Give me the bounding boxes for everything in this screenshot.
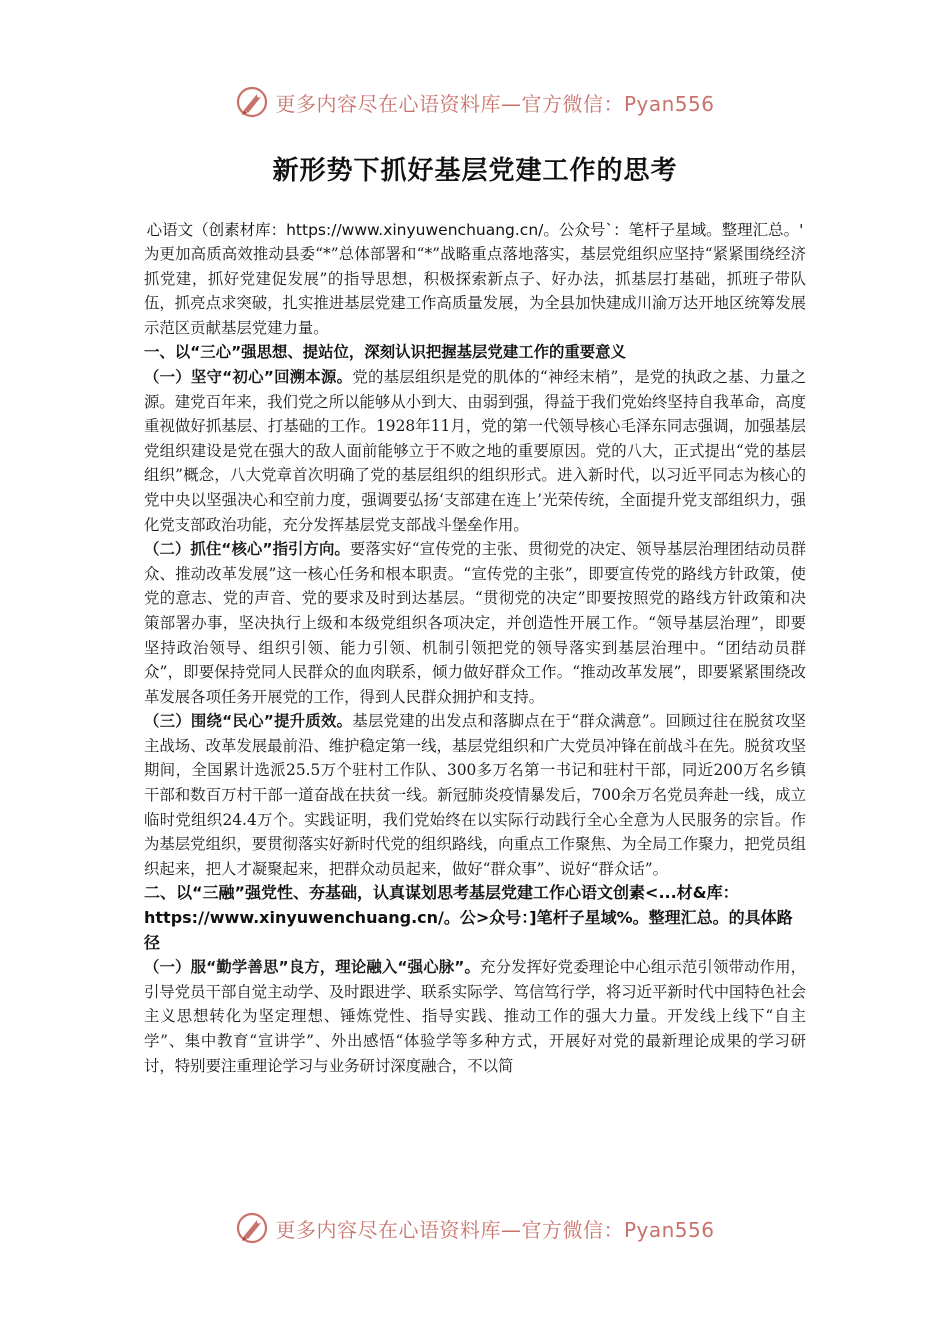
paragraph-text: 基层党建的出发点和落脚点在于“群众满意”。回顾过往在脱贫攻坚主战场、改革发展最前沿、维护稳定第一线，基层党组织和广大党员冲锋在前战斗在先。脱贫攻坚期间，全国累计选派25.5万个驻村工作队、300多万名第一书记和驻村干部，同近200万名乡镇干部和数百万村干部一道奋战在扶贫一线。新冠肺炎疫情暴发后，700余万名党员奔赴一线，成立临时党组织24.4万个。实践证明，我们党始终在以实际行动践行全心全意为人民服务的宗旨。作为基层党组织，要贯彻落实好新时代党的组织路线，向重点工作聚焦、为全局工作聚力，把党员组织起来，把人才凝聚起来，把群众动员起来，做好“群众事”、说好“群众话”。: [144, 712, 806, 878]
section-1-paragraph-1: [144, 365, 806, 537]
paragraph-lead: （一）服“勤学善思”良方，理论融入“强心脉”。: [144, 958, 481, 977]
paragraph-lead: （一）坚守“初心”回溯本源。: [144, 367, 353, 386]
document-body: [144, 218, 806, 1078]
paragraph-text: 要落实好“宣传党的主张、贯彻党的决定、领导基层治理团结动员群众、推动改革发展”这一核心任务和根本职责。“宣传党的主张”，即要宣传党的路线方针政策，使党的意志、党的声音、党的要求及时到达基层。“贯彻党的决定”即要按照党的路线方针政策和决策部署办事，坚决执行上级和本级党组织各项决定，并创造性开展工作。“领导基层治理”，即要坚持政治领导、组织引领、能力引领、机制引领把党的领导落实到基层治理中。“团结动员群众”，即要保持党同人民群众的血肉联系，倾力做好群众工作。“推动改革发展”，即要紧紧围绕改革发展各项任务开展党的工作，得到人民群众拥护和支持。: [144, 540, 806, 706]
paragraph-text: 充分发挥好党委理论中心组示范引领带动作用，引导党员干部自觉主动学、及时跟进学、联系实际学、笃信笃行学，将习近平新时代中国特色社会主义思想转化为坚定理想、锤炼党性、指导实践、推动工作的强大力量。开发线上线下“自主学”、集中教育“宣讲学”、外出感悟“体验学等多种方式，开展好对党的最新理论成果的学习研讨，特别要注重理论学习与业务研讨深度融合，不以简: [144, 958, 806, 1075]
header-watermark-banner: [0, 82, 950, 122]
pen-logo-icon: [235, 85, 269, 119]
paragraph-lead: （二）抓住“核心”指引方向。: [144, 540, 350, 559]
footer-watermark-banner: [0, 1208, 950, 1248]
document-title: 新形势下抓好基层党建工作的思考: [272, 156, 678, 186]
section-1-heading: 一、以“三心”强思想、提站位，深刻认识把握基层党建工作的重要意义: [144, 343, 626, 362]
pen-logo-icon: [235, 1211, 269, 1245]
source-note: 心语文（创素材库：https://www.xinyuwenchuang.cn/。公众号`：笔杆子星域。整理汇总。': [146, 221, 804, 239]
paragraph-text: 党的基层组织是党的肌体的“神经末梢”，是党的执政之基、力量之源。建党百年来，我们党之所以能够从小到大、由弱到强，得益于我们党始终坚持自我革命，高度重视做好抓基层、打基础的工作。1928年11月，党的第一代领导核心毛泽东同志强调，加强基层党组织建设是党在强大的敌人面前能够立于不败之地的重要原因。党的八大，正式提出“党的基层组织”概念，八大党章首次明确了党的基层组织的组织形式。进入新时代，以习近平同志为核心的党中央以坚强决心和空前力度，强调要弘扬‘支部建在连上’光荣传统，全面提升党支部组织力，强化党支部政治功能，充分发挥基层党支部战斗堡垒作用。: [144, 367, 806, 534]
section-1-paragraph-3: [144, 709, 806, 881]
section-2-heading: 二、以“三融”强党性、夯基础，认真谋划思考基层党建工作心语文创素<...材&库：https://www.xinyuwenchuang.cn/。公>众号：]笔杆子星域%。整理汇总。的具体路径: [144, 883, 793, 952]
intro-paragraph: 为更加高质高效推动县委“*”总体部署和“*”战略重点落地落实，基层党组织应坚持“紧紧围绕经济抓党建，抓好党建促发展”的指导思想，积极探索新点子、好办法，抓基层打基础，抓班子带队伍，抓亮点求突破，扎实推进基层党建工作高质量发展，为全县加快建成川渝万达开地区统筹发展示范区贡献基层党建力量。: [144, 245, 806, 337]
section-1-paragraph-2: [144, 537, 806, 709]
section-2-paragraph-1: [144, 955, 806, 1078]
watermark-text: 更多内容尽在心语资料库—官方微信：Pyan556: [275, 1217, 715, 1242]
watermark-text: 更多内容尽在心语资料库—官方微信：Pyan556: [275, 91, 715, 116]
paragraph-lead: （三）围绕“民心”提升质效。: [144, 712, 353, 731]
